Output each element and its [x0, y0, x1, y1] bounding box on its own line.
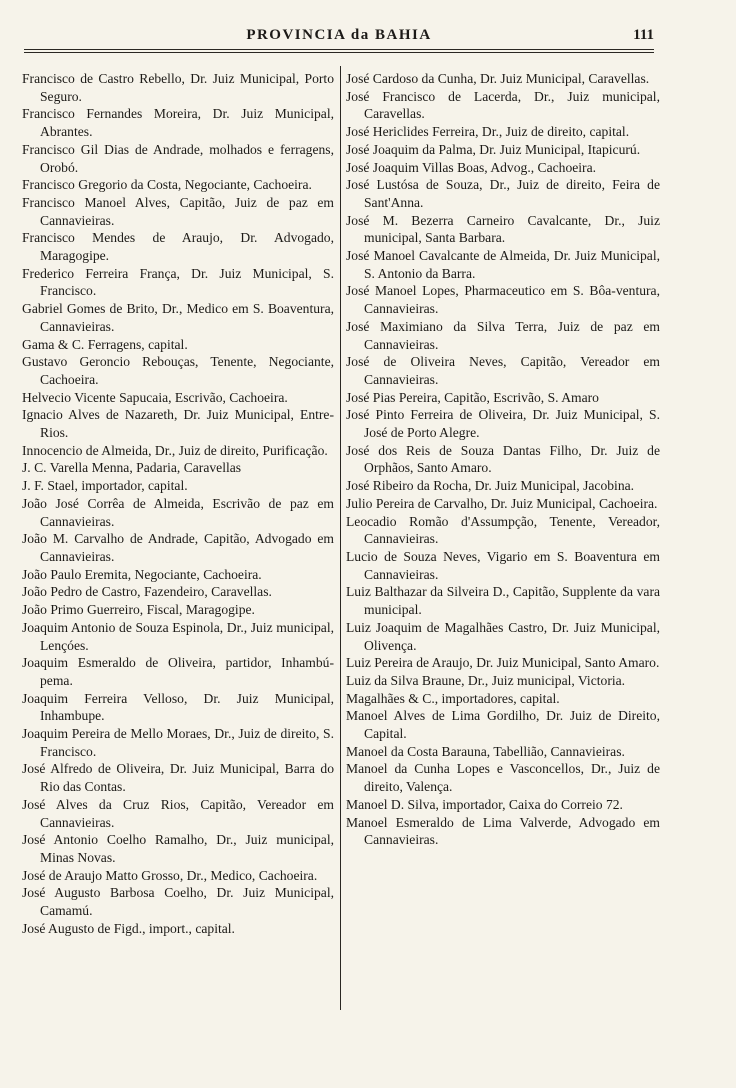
- directory-entry: José Cardoso da Cunha, Dr. Juiz Municipal, Caravellas.: [346, 71, 650, 86]
- directory-entry: João Pedro de Castro, Fazendeiro, Caravellas.: [22, 584, 272, 600]
- directory-entry: Ignacio Alves de Nazareth, Dr. Juiz Municipal, Entre-Rios.: [22, 407, 334, 441]
- page-title: PROVINCIA da BAHIA: [246, 27, 432, 43]
- directory-entry: Luiz Pereira de Araujo, Dr. Juiz Municipal, Santo Amaro.: [346, 655, 660, 671]
- left-column: [22, 70, 334, 937]
- directory-entry: Joaquim Esmeraldo de Oliveira, partidor, Inhambú-pema.: [22, 655, 334, 688]
- directory-entry: José Pias Pereira, Capitão, Escrivão, S. Amaro: [346, 389, 599, 405]
- directory-entry: José Alfredo de Oliveira, Dr. Juiz Municipal, Barra do Rio das Contas.: [22, 761, 334, 795]
- directory-entry: Manoel da Costa Barauna, Tabellião, Cannavieiras.: [346, 743, 625, 759]
- directory-entry: Gabriel Gomes de Brito, Dr., Medico em S. Boaventura, Cannavieiras.: [22, 301, 334, 334]
- directory-entry: Gama & C. Ferragens, capital.: [22, 336, 188, 352]
- directory-entry: J. C. Varella Menna, Padaria, Caravellas: [22, 460, 242, 476]
- directory-entry: João José Corrêa de Almeida, Escrivão de paz em Cannavieiras.: [22, 495, 334, 529]
- directory-entry: José Ribeiro da Rocha, Dr. Juiz Municipal, Jacobina.: [346, 478, 635, 494]
- directory-entry: José Manoel Cavalcante de Almeida, Dr. Juiz Municipal, S. Antonio da Barra.: [346, 248, 660, 281]
- page-header: [24, 27, 654, 51]
- directory-entry: Luiz da Silva Braune, Dr., Juiz municipal, Victoria.: [346, 672, 626, 688]
- page-number: 111: [633, 27, 654, 43]
- header-rule-thin: [24, 52, 654, 53]
- directory-entry: José Joaquim da Palma, Dr. Juiz Municipal, Itapicurú.: [346, 141, 641, 157]
- directory-entry: Joaquim Ferreira Velloso, Dr. Juiz Municipal, Inhambupe.: [22, 690, 334, 724]
- directory-entry: Manoel Esmeraldo de Lima Valverde, Advogado em Cannavieiras.: [346, 814, 660, 848]
- directory-entry: Helvecio Vicente Sapucaia, Escrivão, Cachoeira.: [22, 389, 288, 405]
- directory-entry: Luiz Joaquim de Magalhães Castro, Dr. Juiz Municipal, Olivença.: [346, 619, 660, 653]
- directory-entry: Luiz Balthazar da Silveira D., Capitão, Supplente da vara municipal.: [346, 584, 660, 618]
- directory-entry: José Hericlides Ferreira, Dr., Juiz de direito, capital.: [346, 124, 630, 140]
- directory-entry: Gustavo Geroncio Rebouças, Tenente, Negociante, Cachoeira.: [22, 354, 334, 387]
- directory-entry: Julio Pereira de Carvalho, Dr. Juiz Municipal, Cachoeira.: [346, 495, 658, 511]
- directory-entry: José dos Reis de Souza Dantas Filho, Dr. Juiz de Orphãos, Santo Amaro.: [346, 442, 660, 476]
- right-column: [346, 70, 660, 849]
- directory-entry: Joaquim Antonio de Souza Espinola, Dr., Juiz municipal, Lençóes.: [22, 619, 334, 653]
- directory-entry: José Manoel Lopes, Pharmaceutico em S. Bôa-ventura, Cannavieiras.: [346, 283, 660, 317]
- directory-entry: Francisco Gregorio da Costa, Negociante, Cachoeira.: [22, 177, 312, 193]
- directory-entry: José Maximiano da Silva Terra, Juiz de paz em Cannavieiras.: [346, 318, 660, 352]
- header-rule: [24, 49, 654, 50]
- directory-entry: Manoel Alves de Lima Gordilho, Dr. Juiz de Direito, Capital.: [346, 708, 660, 742]
- directory-entry: Joaquim Pereira de Mello Moraes, Dr., Juiz de direito, S. Francisco.: [22, 726, 334, 759]
- directory-entry: Francisco Mendes de Araujo, Dr. Advogado, Maragogipe.: [22, 230, 334, 264]
- directory-entry: José Lustósa de Souza, Dr., Juiz de direito, Feira de Sant'Anna.: [346, 177, 660, 210]
- directory-entry: Francisco Fernandes Moreira, Dr. Juiz Municipal, Abrantes.: [22, 106, 334, 140]
- directory-entry: Francisco de Castro Rebello, Dr. Juiz Municipal, Porto Seguro.: [22, 71, 334, 104]
- directory-entry: José Joaquim Villas Boas, Advog., Cachoeira.: [346, 159, 597, 175]
- directory-entry: J. F. Stael, importador, capital.: [22, 478, 188, 494]
- directory-entry: João Primo Guerreiro, Fiscal, Maragogipe.: [22, 602, 255, 618]
- directory-entry: José Francisco de Lacerda, Dr., Juiz municipal, Caravellas.: [346, 88, 660, 122]
- directory-entry: Frederico Ferreira França, Dr. Juiz Municipal, S. Francisco.: [22, 265, 334, 299]
- directory-entry: Lucio de Souza Neves, Vigario em S. Boaventura em Cannavieiras.: [346, 548, 660, 582]
- directory-entry: José M. Bezerra Carneiro Cavalcante, Dr., Juiz municipal, Santa Barbara.: [346, 212, 660, 246]
- directory-entry: José Antonio Coelho Ramalho, Dr., Juiz municipal, Minas Novas.: [22, 832, 334, 865]
- directory-entry: José de Araujo Matto Grosso, Dr., Medico, Cachoeira.: [22, 867, 318, 883]
- directory-entry: Innocencio de Almeida, Dr., Juiz de direito, Purificação.: [22, 442, 328, 458]
- directory-entry: Magalhães & C., importadores, capital.: [346, 690, 560, 706]
- directory-entry: Manoel da Cunha Lopes e Vasconcellos, Dr., Juiz de direito, Valença.: [346, 761, 660, 795]
- column-divider: [340, 66, 341, 1010]
- directory-entry: José de Oliveira Neves, Capitão, Vereador em Cannavieiras.: [346, 354, 660, 387]
- directory-entry: João Paulo Eremita, Negociante, Cachoeira.: [22, 566, 262, 582]
- directory-entry: João M. Carvalho de Andrade, Capitão, Advogado em Cannavieiras.: [22, 531, 334, 564]
- directory-entry: Manoel D. Silva, importador, Caixa do Correio 72.: [346, 796, 623, 812]
- directory-entry: Francisco Manoel Alves, Capitão, Juiz de paz em Cannavieiras.: [22, 194, 334, 228]
- directory-entry: José Alves da Cruz Rios, Capitão, Vereador em Cannavieiras.: [22, 796, 334, 830]
- directory-entry: Francisco Gil Dias de Andrade, molhados e ferragens, Orobó.: [22, 141, 334, 175]
- directory-entry: Leocadio Romão d'Assumpção, Tenente, Vereador, Cannavieiras.: [346, 513, 660, 547]
- directory-entry: José Augusto Barbosa Coelho, Dr. Juiz Municipal, Camamú.: [22, 885, 334, 919]
- directory-entry: José Pinto Ferreira de Oliveira, Dr. Juiz Municipal, S. José de Porto Alegre.: [346, 407, 660, 441]
- directory-entry: José Augusto de Figd., import., capital.: [22, 920, 235, 936]
